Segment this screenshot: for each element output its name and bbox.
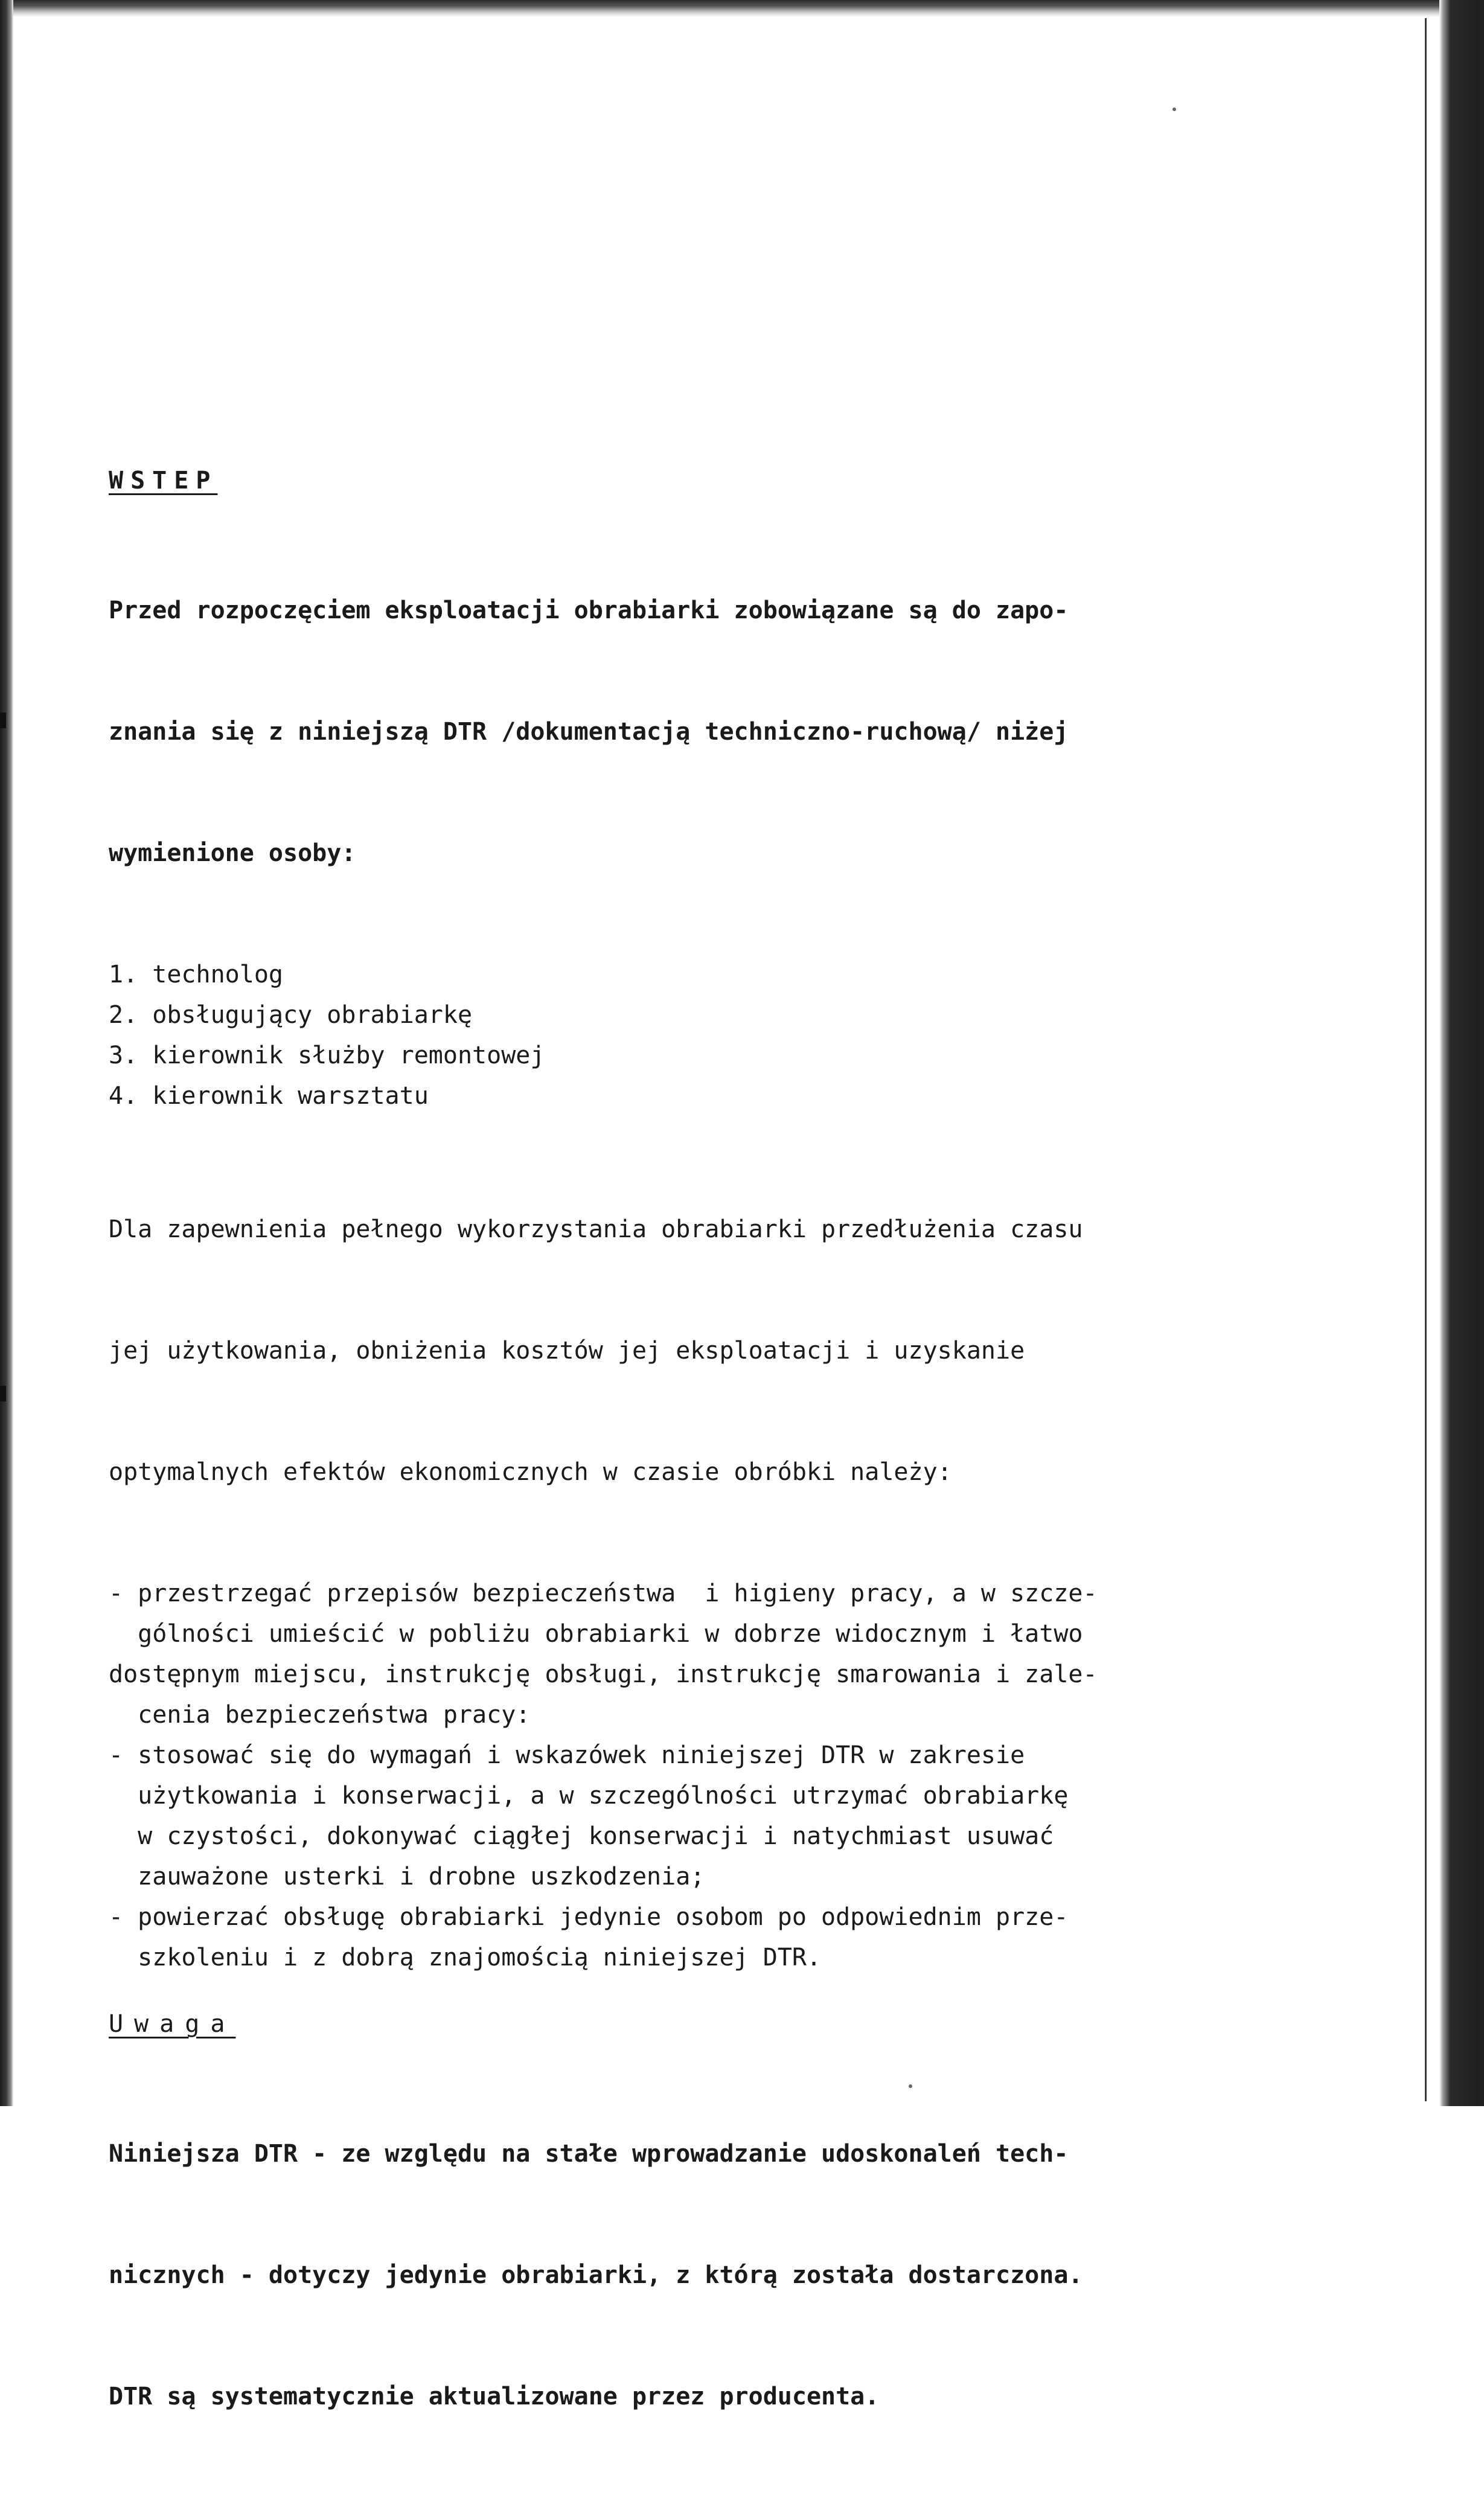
scan-speck	[1172, 107, 1176, 111]
obligations-list	[109, 1574, 1244, 1978]
margin-mark	[0, 713, 6, 728]
intro-heading: WSTEP	[109, 467, 218, 495]
note-paragraph	[109, 2053, 1244, 2498]
intro-line: Przed rozpoczęciem eksploatacji obrabiarki zobowiązane są do zapo-	[109, 597, 1069, 624]
obligation-line: cenia bezpieczeństwa pracy:	[109, 1701, 531, 1729]
obligation-line: dostępnym miejscu, instrukcję obsługi, instrukcję smarowania i zale-	[109, 1661, 1098, 1688]
obligation-line: zauważone usterki i drobne uszkodzenia;	[109, 1863, 705, 1891]
list-item: 2. obsługujący obrabiarkę	[109, 1001, 473, 1029]
purpose-line: optymalnych efektów ekonomicznych w czasie obróbki należy:	[109, 1458, 952, 1486]
note-line: Niniejsza DTR - ze względu na stałe wprowadzanie udoskonaleń tech-	[109, 2140, 1069, 2168]
list-item: 4. kierownik warsztatu	[109, 1082, 429, 1110]
obligation-line: gólności umieścić w pobliżu obrabiarki w dobrze widocznym i łatwo	[109, 1620, 1083, 1648]
list-item: 3. kierownik służby remontowej	[109, 1042, 545, 1069]
document-page	[109, 465, 1244, 2498]
note-line: nicznych - dotyczy jedynie obrabiarki, z którą została dostarczona.	[109, 2261, 1083, 2289]
intro-line: znania się z niniejszą DTR /dokumentacją techniczno-ruchową/ niżej	[109, 718, 1069, 746]
purpose-paragraph	[109, 1129, 1244, 1574]
scan-right-border	[1439, 0, 1484, 2106]
list-item: 1. technolog	[109, 961, 283, 988]
scan-left-border	[0, 0, 13, 2106]
obligation-item	[109, 1735, 1244, 1897]
margin-mark	[0, 1386, 6, 1401]
obligation-line: - powierzać obsługę obrabiarki jedynie osobom po odpowiednim prze-	[109, 1903, 1069, 1931]
intro-line: wymienione osoby:	[109, 839, 356, 867]
scan-right-edge-line	[1425, 18, 1427, 2101]
purpose-line: Dla zapewnienia pełnego wykorzystania obrabiarki przedłużenia czasu	[109, 1215, 1083, 1243]
note-heading: Uwaga	[109, 2010, 236, 2038]
persons-list	[109, 955, 1244, 1116]
obligation-line: - przestrzegać przepisów bezpieczeństwa i higieny pracy, a w szcze-	[109, 1580, 1098, 1607]
obligation-line: - stosować się do wymagań i wskazówek niniejszej DTR w zakresie	[109, 1741, 1025, 1769]
obligation-line: w czystości, dokonywać ciągłej konserwacji i natychmiast usuwać	[109, 1822, 1054, 1850]
obligation-item	[109, 1574, 1244, 1735]
obligation-item	[109, 1897, 1244, 1978]
obligation-line: szkoleniu i z dobrą znajomością niniejszej DTR.	[109, 1944, 822, 1971]
purpose-line: jej użytkowania, obniżenia kosztów jej eksploatacji i uzyskanie	[109, 1337, 1025, 1365]
intro-paragraph	[109, 510, 1244, 955]
note-line: DTR są systematycznie aktualizowane przez producenta.	[109, 2383, 880, 2410]
scan-top-border	[0, 0, 1484, 17]
obligation-line: użytkowania i konserwacji, a w szczególności utrzymać obrabiarkę	[109, 1782, 1069, 1810]
